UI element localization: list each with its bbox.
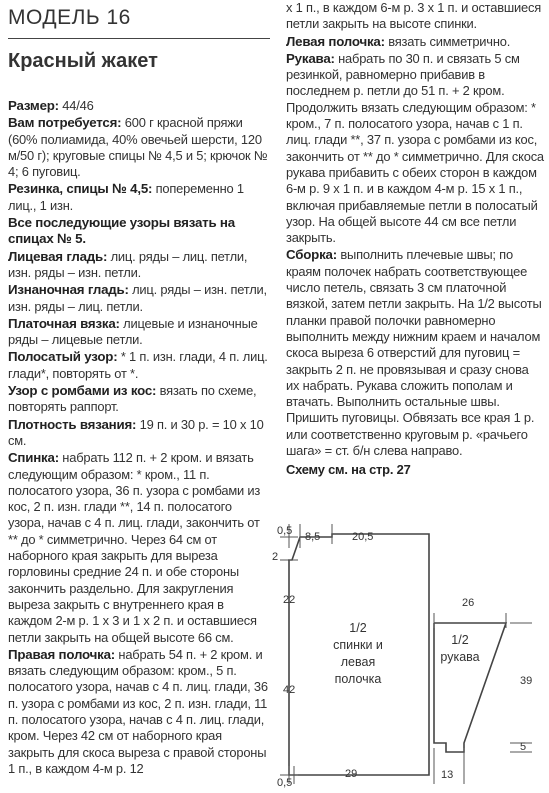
section-text: лицевые и изнаночные ряды – лицевые петли. (8, 315, 258, 348)
dim-left-b: 22 (283, 594, 296, 606)
section-text: набрать 54 п. + 2 кром. и вязать следующим образом: кром., 5 п. полосатого узора, начав с 4 п. лиц. глади, 36 п. узора с ромбами из кос, 2 п. изн. глади, 11 п. полосатого узора, начав с 4 п. лиц. глади, кром. Через 42 см от наборного края закрыть для скоса выреза с правой стороны 1 п., в каждом 4-м р. 12 (8, 646, 268, 776)
section-text: набрать 112 п. + 2 кром. и вязать следующим образом: * кром., 11 п. полосатого узора, 36 п. узора с ромбами из кос, 2 п. изн. глади **, 14 п. полосатого узора, начав с 4 п. лиц. глади, закончить от ** до * симметрично. Через 64 см от наборного края закрыть для выреза горловины средние 24 п. и обе стороны закончить раздельно. Для закругления выреза закрыть с внутреннего края в каждом 2-м р. 1 х 3 и 1 х 2 п. и оставшиеся петли закрыть на общей высоте 66 см. (8, 450, 261, 645)
pattern-schema (270, 518, 549, 793)
section-text: набрать по 30 п. и связать 5 см резинкой, равномерно прибавив в последнем р. петли до 51 п. + 2 кром. Продолжить вязать следующим образом: * кром., 7 п. полосатого узора, начав с 1 п. лиц. глади **, 37 п. узора с ромбами из кос, закончить от ** до * симметрично. Для скоса рукава прибавить с обеих сторон в каждом 6-м р. 9 х 1 п. и в каждом 4-м р. 15 х 1 п., включая прибавляемые петли в полосатый узор. На общей высоте 44 см все петли закрыть. (286, 50, 544, 246)
dim-sleeve-bottom: 13 (441, 769, 454, 781)
section-text: выполнить плечевые швы; по краям полочек набрать соответствующее число петель, связать 3 см платочной вязкой, затем петли закрыть. На 1/2 высоты планки правой полочки равномерно выполнить между нижним краем и началом скоса выреза 6 отверстий для пуговиц = закрыть 2 п. не провязывая и сразу снова их набрать. Рукава сложить пополам и втачать. Выполнить остальные швы. Пришить пуговицы. Обвязать все края 1 р. или соответственно круговым р. «рачьего шага» = ст. б/н слева направо. (286, 247, 542, 459)
body-piece-label (333, 621, 383, 686)
section-text: х 1 п., в каждом 6-м р. 3 х 1 п. и оставшиеся петли закрыть на высоте спинки. (286, 0, 542, 32)
svg-text:левая: левая (340, 655, 376, 669)
dim-top-a: 0,5 (277, 525, 293, 537)
paragraph (8, 417, 270, 450)
sleeve-dimension-lines (434, 613, 532, 784)
left-text-column (8, 98, 270, 777)
dim-sleeve-top: 26 (462, 597, 475, 609)
paragraph (286, 0, 544, 33)
section-text: 44/46 (58, 98, 94, 113)
paragraph (8, 349, 270, 382)
dim-left-c: 42 (283, 684, 296, 696)
dim-left-a: 2 (272, 551, 279, 563)
section-heading: Платочная вязка: (8, 315, 120, 331)
dim-sleeve-height: 39 (520, 675, 533, 687)
section-text: * 1 п. изн. глади, 4 п. лиц. глади*, повторять от *. (8, 349, 268, 381)
schema-reference: Схему см. на стр. 27 (286, 462, 411, 478)
paragraph (286, 247, 544, 459)
section-heading: Все последующие узоры вязать на спицах № 5. (8, 215, 235, 247)
dim-bottom-a: 0,5 (277, 777, 293, 789)
section-text: вязать по схеме, повторять раппорт. (8, 383, 257, 415)
dim-bottom-b: 29 (345, 768, 358, 780)
paragraph (286, 34, 544, 50)
title-divider (8, 38, 270, 39)
paragraph (8, 181, 270, 214)
svg-text:рукава: рукава (440, 650, 480, 664)
paragraph (8, 215, 270, 248)
section-text: 600 г красной пряжи (60% полиамида, 40% овечьей шерсти, 120 м/50 г); круговые спицы № 4,5 и 5; крючок № 4; 6 пуговиц. (8, 115, 268, 180)
paragraph (8, 450, 270, 646)
section-heading: Спинка: (8, 450, 59, 466)
section-heading: Резинка, спицы № 4,5: (8, 181, 153, 197)
section-heading: Рукава: (286, 50, 335, 66)
section-heading: Размер: (8, 98, 59, 113)
paragraph (8, 316, 270, 349)
section-text: попеременно 1 лиц., 1 изн. (8, 181, 244, 213)
section-heading: Сборка: (286, 247, 337, 263)
dim-sleeve-cuff: 5 (520, 741, 527, 753)
section-text: 19 п. и 30 р. = 10 х 10 см. (8, 416, 264, 448)
section-heading: Лицевая гладь: (8, 248, 108, 264)
dim-top-b: 8,5 (305, 531, 321, 543)
paragraph (8, 115, 270, 180)
right-text-column (286, 0, 544, 479)
sleeve-piece-outline (434, 623, 506, 752)
dim-top-c: 20,5 (352, 531, 374, 543)
section-text: вязать симметрично. (384, 33, 511, 49)
svg-text:спинки и: спинки и (333, 638, 383, 652)
page-title: Красный жакет (8, 50, 158, 72)
section-text: лиц. ряды – лиц. петли, изн. ряды – изн. петли. (8, 248, 248, 280)
svg-text:1/2: 1/2 (451, 633, 469, 647)
section-heading: Узор с ромбами из кос: (8, 383, 157, 399)
model-number: МОДЕЛЬ 16 (8, 6, 131, 29)
paragraph (8, 282, 270, 315)
paragraph (8, 98, 270, 114)
paragraph (286, 51, 544, 247)
body-dimension-lines (280, 524, 332, 784)
section-heading: Полосатый узор: (8, 349, 118, 365)
svg-text:1/2: 1/2 (349, 621, 367, 635)
section-heading: Вам потребуется: (8, 115, 122, 131)
section-heading: Плотность вязания: (8, 416, 137, 432)
section-text: лиц. ряды – изн. петли, изн. ряды – лиц. петли. (8, 282, 267, 314)
section-heading: Правая полочка: (8, 646, 116, 662)
section-heading: Изнаночная гладь: (8, 282, 129, 298)
section-heading: Левая полочка: (286, 33, 385, 49)
paragraph (8, 383, 270, 416)
sleeve-piece-label (440, 633, 479, 664)
paragraph (8, 249, 270, 282)
paragraph (8, 647, 270, 777)
svg-text:полочка: полочка (334, 672, 382, 686)
